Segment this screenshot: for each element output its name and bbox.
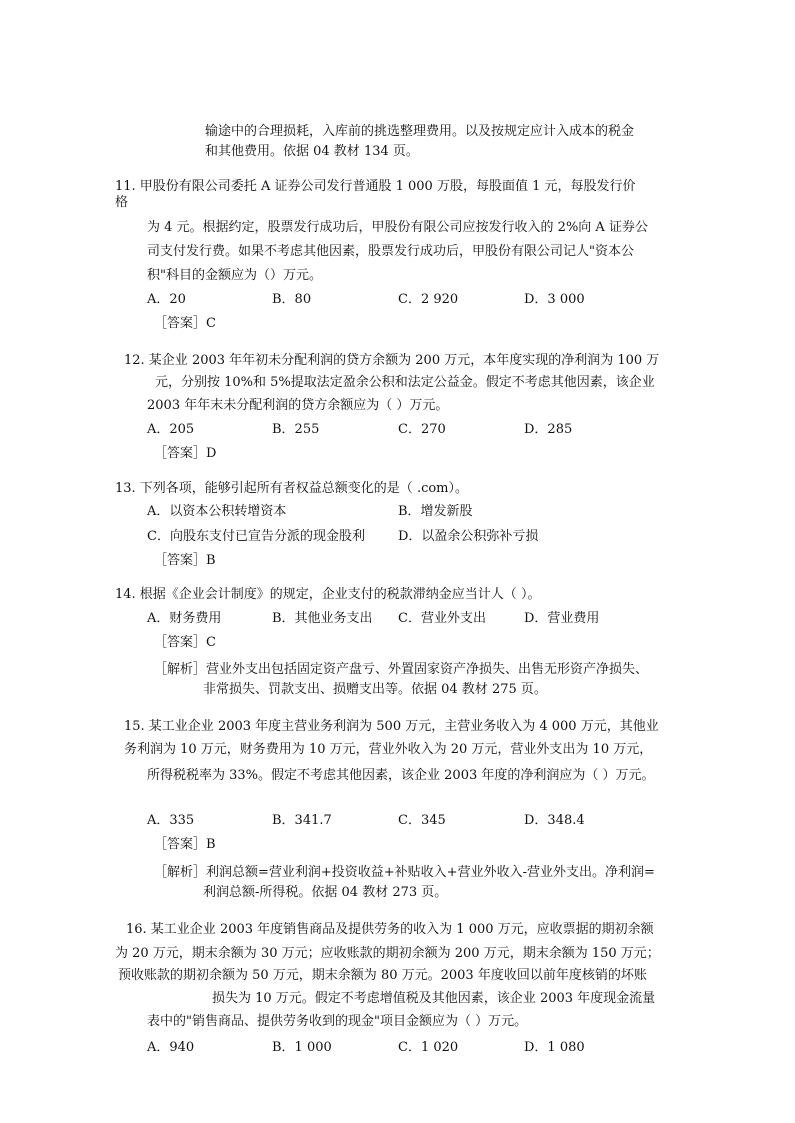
option-d: D．营业费用 xyxy=(524,611,600,626)
question-11-line-1b: 格 xyxy=(115,195,129,210)
answer: ［答案］D xyxy=(154,446,217,461)
question-16-line-5: 表中的"销售商品、提供劳务收到的现金"项目金额应为（ ）万元。 xyxy=(147,1014,528,1029)
option-c: C．345 xyxy=(398,813,446,828)
question-16-line-3: 预收账款的期初余额为 50 万元，期末余额为 80 万元。2003 年度收回以前年度核销的坏账 xyxy=(118,968,647,983)
question-15-line-3: 所得税税率为 33%。假定不考虑其他因素，该企业 2003 年度的净利润应为（ ）万元。 xyxy=(147,768,655,783)
answer: ［答案］C xyxy=(154,316,216,331)
option-d: D．1 080 xyxy=(524,1040,585,1055)
question-14-line-1: 14. 根据《企业会计制度》的规定，企业支付的税款滞纳金应当计人（ ）。 xyxy=(115,587,541,602)
option-a: A．20 xyxy=(147,292,186,307)
question-16-line-4: 损失为 10 万元。假定不考虑增值税及其他因素，该企业 2003 年度现金流量 xyxy=(212,991,656,1006)
question-12-line-2: 元，分别按 10%和 5%提取法定盈余公积和法定公益金。假定不考虑其他因素，该企业 xyxy=(155,375,655,390)
option-d: D．348.4 xyxy=(524,813,585,828)
option-b: B．255 xyxy=(272,422,320,437)
option-b: B．341.7 xyxy=(272,813,332,828)
option-b: B．1 000 xyxy=(272,1040,332,1055)
option-a: A．940 xyxy=(147,1040,195,1055)
option-b: B．增发新股 xyxy=(398,504,473,519)
question-16-line-1: 16. 某工业企业 2003 年度销售商品及提供劳务的收入为 1 000 万元，应收票据的期初余额 xyxy=(126,922,654,937)
option-c: C．向股东支付已宣告分派的现金股利 xyxy=(147,529,365,544)
option-d: D．以盈余公积弥补亏损 xyxy=(398,529,539,544)
question-11-line-2: 为 4 元。根据约定，股票发行成功后，甲股份有限公司应按发行收入的 2%向 A 证券公 xyxy=(147,220,648,235)
option-d: D．285 xyxy=(524,422,573,437)
continuation-line-2: 和其他费用。依据 04 教材 134 页。 xyxy=(205,144,419,159)
option-c: C．270 xyxy=(398,422,446,437)
option-c: C．营业外支出 xyxy=(398,611,486,626)
question-11-line-4: 积"科目的金额应为（）万元。 xyxy=(147,268,322,283)
question-15-line-1: 15. 某工业企业 2003 年度主营业务利润为 500 万元，主营业务收入为 4 000 万元，其他业 xyxy=(124,719,659,734)
answer: ［答案］C xyxy=(154,635,216,650)
option-a: A．205 xyxy=(147,422,195,437)
option-a: A．以资本公积转增资本 xyxy=(147,504,287,519)
continuation-line-1: 输途中的合理损耗，入库前的挑选整理费用。以及按规定应计入成本的税金 xyxy=(205,124,635,139)
question-13-line-1: 13. 下列各项，能够引起所有者权益总额变化的是（ .com）。 xyxy=(115,481,469,496)
answer: ［答案］B xyxy=(154,837,216,852)
option-a: A．335 xyxy=(147,813,195,828)
question-16-line-2: 为 20 万元，期末余额为 30 万元；应收账款的期初余额为 200 万元，期末余额为 150 万元； xyxy=(115,946,660,961)
option-c: C．1 020 xyxy=(398,1040,459,1055)
analysis-line-2: 利润总额-所得税。依据 04 教材 273 页。 xyxy=(203,885,448,900)
option-c: C．2 920 xyxy=(398,292,459,307)
option-b: B．其他业务支出 xyxy=(272,611,373,626)
question-15-line-2: 务利润为 10 万元，财务费用为 10 万元，营业外收入为 20 万元，营业外支出为 10 万元， xyxy=(124,742,653,757)
question-11-line-3: 司支付发行费。如果不考虑其他因素，股票发行成功后，甲股份有限公司记人"资本公 xyxy=(147,244,634,259)
question-12-line-3: 2003 年年末未分配利润的贷方余额应为（ ）万元。 xyxy=(147,398,449,413)
question-11-line-1: 11. 甲股份有限公司委托 A 证券公司发行普通股 1 000 万股，每股面值 1 元，每股发行价 xyxy=(115,179,636,194)
question-12-line-1: 12. 某企业 2003 年年初未分配利润的贷方余额为 200 万元，本年度实现的净利润为 100 万 xyxy=(124,353,660,368)
answer: ［答案］B xyxy=(154,553,216,568)
option-b: B．80 xyxy=(272,292,312,307)
analysis-line-1: ［解析］利润总额=营业利润+投资收益+补贴收入+营业外收入-营业外支出。净利润= xyxy=(154,865,655,880)
option-a: A．财务费用 xyxy=(147,611,222,626)
analysis-line-2: 非常损失、罚款支出、损赠支出等。依据 04 教材 275 页。 xyxy=(203,682,547,697)
option-d: D．3 000 xyxy=(524,292,585,307)
analysis-line-1: ［解析］营业外支出包括固定资产盘亏、外置固家资产净损失、出售无形资产净损失、 xyxy=(154,662,649,677)
